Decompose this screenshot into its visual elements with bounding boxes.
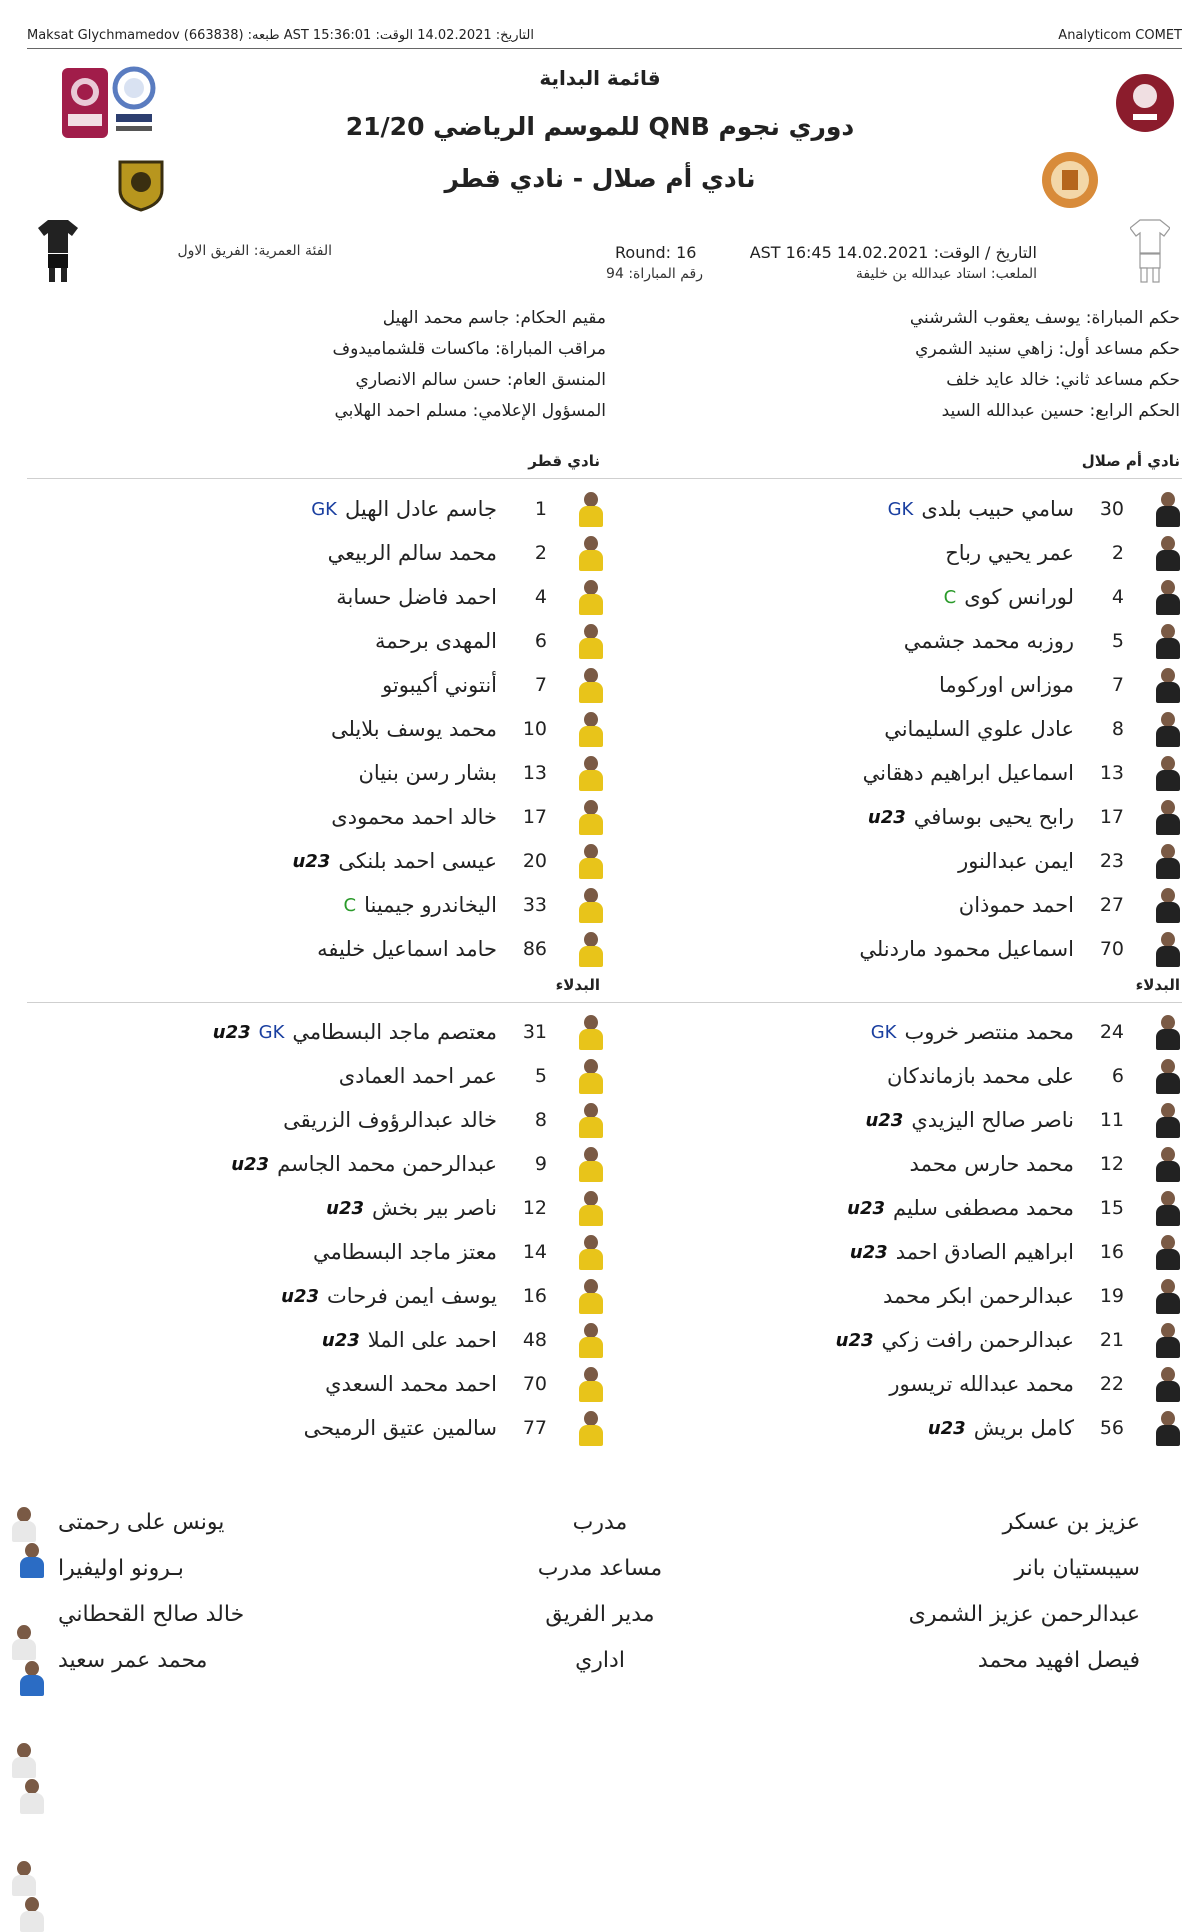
player-number: 10 (522, 718, 547, 740)
player-row (662, 841, 1182, 881)
player-photo-icon (1154, 623, 1182, 659)
player-photo-icon (577, 1278, 605, 1314)
player-number: 16 (522, 1285, 547, 1307)
player-photo-icon (577, 843, 605, 879)
player-number: 16 (1099, 1241, 1124, 1263)
player-photo-icon (1154, 579, 1182, 615)
player-photo-icon (1154, 1410, 1182, 1446)
u23-tag: u23 (847, 1197, 885, 1219)
u23-tag: u23 (835, 1329, 874, 1351)
player-number: 2 (1111, 542, 1124, 564)
player-name: ابراهيم الصادق احمد (895, 1240, 1074, 1264)
player-row (662, 621, 1182, 661)
player-row (662, 665, 1182, 705)
official-line: مقيم الحكام: جاسم محمد الهيل (382, 308, 606, 328)
player-photo-icon (1154, 931, 1182, 967)
player-row (662, 1144, 1182, 1184)
player-photo-icon (1154, 1190, 1182, 1226)
staff-role: مدرب (572, 1510, 628, 1535)
player-row (85, 1056, 605, 1096)
player-row (85, 841, 605, 881)
player-row (85, 1364, 605, 1404)
player-row (85, 489, 605, 529)
player-photo-icon (577, 931, 605, 967)
player-number: 19 (1099, 1285, 1124, 1307)
player-number: 70 (1099, 938, 1124, 960)
player-row (662, 489, 1182, 529)
staff-photo-icon (10, 1624, 38, 1660)
player-name: اسماعيل ابراهيم دهقاني (862, 761, 1074, 785)
player-number: 33 (522, 894, 547, 916)
player-number: 5 (1111, 630, 1124, 652)
player-row (662, 1320, 1182, 1360)
player-photo-icon (577, 535, 605, 571)
player-photo-icon (577, 1322, 605, 1358)
goalkeeper-tag: GK (258, 1021, 285, 1043)
player-photo-icon (577, 711, 605, 747)
player-photo-icon (1154, 535, 1182, 571)
player-photo-icon (1154, 1102, 1182, 1138)
stadium: الملعب: استاد عبدالله بن خليفة (855, 266, 1037, 282)
staff-role: مدير الفريق (545, 1602, 655, 1627)
player-number: 7 (1111, 674, 1124, 696)
player-name: لورانس كوى (964, 585, 1074, 609)
player-number: 70 (522, 1373, 547, 1395)
black-kit-icon (38, 218, 78, 284)
player-row (662, 1056, 1182, 1096)
player-name: المهدى برحمة (374, 629, 497, 653)
player-photo-icon (1154, 1014, 1182, 1050)
player-name: محمد سالم الربيعي (327, 541, 497, 565)
player-photo-icon (1154, 1146, 1182, 1182)
print-info: التاريخ: 14.02.2021 الوقت: AST 15:36:01 طبعه: Maksat Glychmamedov (663838) (27, 28, 534, 43)
player-row (85, 797, 605, 837)
player-number: 14 (522, 1241, 547, 1263)
player-row (662, 1100, 1182, 1140)
player-row (85, 1144, 605, 1184)
player-name: رابح يحيى بوسافي (913, 805, 1074, 829)
official-line: حكم المباراة: يوسف يعقوب الشرشني (909, 308, 1180, 328)
away-subs-header: البدلاء (555, 976, 600, 994)
player-number: 9 (534, 1153, 547, 1175)
u23-tag: u23 (281, 1285, 320, 1307)
player-number: 11 (1099, 1109, 1124, 1131)
staff-name: سيبستيان بانر (1014, 1556, 1140, 1581)
player-name: محمد حارس محمد (909, 1152, 1074, 1176)
player-name: محمد يوسف بلايلى (330, 717, 497, 741)
player-number: 12 (522, 1197, 547, 1219)
player-name: ناصر صالح اليزيدي (911, 1108, 1074, 1132)
u23-tag: u23 (292, 850, 331, 872)
white-kit-icon (1130, 218, 1170, 284)
official-line: مراقب المباراة: ماكسات قلشماميدوف (332, 339, 606, 359)
u23-tag: u23 (849, 1241, 888, 1263)
player-number: 23 (1099, 850, 1124, 872)
player-name: روزبه محمد جشمي (903, 629, 1074, 653)
player-row (85, 885, 605, 925)
player-photo-icon (577, 887, 605, 923)
player-row (662, 577, 1182, 617)
age-category: الفئة العمرية: الفريق الاول (177, 243, 332, 259)
u23-tag: u23 (231, 1153, 270, 1175)
goalkeeper-tag: GK (311, 498, 337, 520)
staff-name: خالد صالح القحطاني (58, 1602, 245, 1627)
player-name: حامد اسماعيل خليفه (317, 937, 497, 961)
staff-name: فيصل افهيد محمد (977, 1648, 1140, 1673)
player-name: اسماعيل محمود ماردنلي (859, 937, 1074, 961)
player-name: جاسم عادل الهيل (345, 497, 497, 521)
player-name: بشار رسن بنيان (358, 761, 497, 785)
player-name: عمر احمد العمادى (338, 1064, 497, 1088)
player-name: احمد محمد السعدي (325, 1372, 497, 1396)
player-number: 48 (522, 1329, 547, 1351)
player-number: 13 (522, 762, 547, 784)
player-name: على محمد بازماندكان (886, 1064, 1074, 1088)
staff-photo-icon (10, 1742, 38, 1778)
player-row (662, 709, 1182, 749)
official-line: حكم مساعد أول: زاهي سنيد الشمري (915, 339, 1180, 359)
player-photo-icon (577, 1190, 605, 1226)
player-row (662, 753, 1182, 793)
player-number: 5 (534, 1065, 547, 1087)
player-name: محمد مصطفى سليم (893, 1196, 1074, 1220)
player-row (662, 1188, 1182, 1228)
player-number: 1 (534, 498, 547, 520)
player-photo-icon (577, 491, 605, 527)
player-photo-icon (1154, 491, 1182, 527)
staff-photo-icon (10, 1506, 38, 1542)
staff-name: عزيز بن عسكر (1002, 1510, 1140, 1535)
player-photo-icon (577, 1102, 605, 1138)
player-number: 17 (522, 806, 547, 828)
goalkeeper-tag: GK (870, 1021, 897, 1043)
player-photo-icon (1154, 843, 1182, 879)
player-row (662, 1364, 1182, 1404)
staff-role: اداري (575, 1648, 625, 1673)
player-number: 56 (1099, 1417, 1124, 1439)
player-row (662, 1232, 1182, 1272)
player-row (85, 1232, 605, 1272)
player-number: 2 (534, 542, 547, 564)
player-row (85, 709, 605, 749)
player-row (662, 533, 1182, 573)
player-name: معتز ماجد البسطامي (313, 1240, 497, 1264)
away-team-header: نادي قطر (528, 452, 600, 470)
player-number: 31 (522, 1021, 547, 1043)
player-row (662, 797, 1182, 837)
player-number: 86 (522, 938, 547, 960)
player-name: ايمن عبدالنور (958, 849, 1074, 873)
player-name: يوسف ايمن فرحات (327, 1284, 497, 1308)
player-number: 30 (1099, 498, 1124, 520)
player-row (662, 1012, 1182, 1052)
app-name: Analyticom COMET (1058, 28, 1182, 43)
player-row (85, 1408, 605, 1448)
player-row (662, 885, 1182, 925)
player-photo-icon (577, 1058, 605, 1094)
player-name: عبدالرحمن رافت زكي (881, 1328, 1074, 1352)
player-number: 4 (1111, 586, 1124, 608)
player-number: 4 (534, 586, 547, 608)
player-number: 6 (1111, 1065, 1124, 1087)
player-name: موزاس اوركوما (939, 673, 1074, 697)
player-photo-icon (577, 579, 605, 615)
player-photo-icon (577, 1146, 605, 1182)
staff-name: يونس على رحمتى (58, 1510, 225, 1535)
player-name: خالد احمد محمودى (331, 805, 497, 829)
official-line: المنسق العام: حسن سالم الانصاري (355, 370, 606, 390)
player-name: معتصم ماجد البسطامي (292, 1020, 497, 1044)
staff-photo-icon (10, 1860, 38, 1896)
player-name: محمد عبدالله تريسور (889, 1372, 1074, 1396)
staff-name: عبدالرحمن عزيز الشمرى (908, 1602, 1140, 1627)
player-name: محمد منتصر خروب (904, 1020, 1074, 1044)
player-name: عيسى احمد بلنكى (338, 849, 497, 873)
player-number: 8 (534, 1109, 547, 1131)
player-name: عبدالرحمن محمد الجاسم (277, 1152, 497, 1176)
player-row (662, 1276, 1182, 1316)
staff-photo-icon (18, 1896, 46, 1932)
player-row (85, 1276, 605, 1316)
player-number: 12 (1099, 1153, 1124, 1175)
staff-name: محمد عمر سعيد (58, 1648, 208, 1673)
player-row (85, 929, 605, 969)
home-subs-header: البدلاء (1135, 976, 1180, 994)
player-row (85, 577, 605, 617)
home-team-header: نادي أم صلال (1081, 452, 1180, 470)
player-photo-icon (577, 623, 605, 659)
player-photo-icon (1154, 1322, 1182, 1358)
player-photo-icon (577, 1234, 605, 1270)
staff-role: مساعد مدرب (537, 1556, 663, 1581)
player-photo-icon (1154, 887, 1182, 923)
match-title: نادي أم صلال - نادي قطر (444, 164, 756, 193)
player-name: احمد حموذان (958, 893, 1074, 917)
player-photo-icon (577, 667, 605, 703)
player-photo-icon (577, 755, 605, 791)
player-number: 24 (1099, 1021, 1124, 1043)
start-list-title: قائمة البداية (539, 66, 661, 90)
player-number: 27 (1099, 894, 1124, 916)
player-photo-icon (1154, 755, 1182, 791)
player-number: 13 (1099, 762, 1124, 784)
player-name: عمر يحيي رباح (945, 541, 1074, 565)
player-row (662, 1408, 1182, 1448)
player-photo-icon (1154, 711, 1182, 747)
captain-tag: C (343, 894, 357, 916)
player-row (662, 929, 1182, 969)
player-photo-icon (1154, 667, 1182, 703)
player-name: اليخاندرو جيمينا (364, 893, 497, 917)
player-number: 15 (1099, 1197, 1124, 1219)
official-line: حكم مساعد ثاني: خالد عايد خلف (946, 370, 1180, 390)
u23-tag: u23 (212, 1021, 251, 1043)
u23-tag: u23 (867, 806, 906, 828)
player-name: سالمين عتيق الرميحى (303, 1416, 497, 1440)
staff-photo-icon (18, 1778, 46, 1814)
player-row (85, 1100, 605, 1140)
captain-tag: C (943, 586, 957, 608)
player-name: عادل علوي السليماني (884, 717, 1074, 741)
staff-name: بـرونو اوليفيرا (58, 1556, 184, 1581)
player-name: عبدالرحمن ابكر محمد (883, 1284, 1074, 1308)
round: Round: 16 (615, 243, 697, 262)
u23-tag: u23 (865, 1109, 904, 1131)
match-datetime: التاريخ / الوقت: 14.02.2021 AST 16:45 (749, 243, 1037, 262)
player-name: احمد على الملا (367, 1328, 497, 1352)
player-number: 22 (1099, 1373, 1124, 1395)
player-photo-icon (577, 1014, 605, 1050)
player-photo-icon (1154, 1278, 1182, 1314)
player-name: كامل بريش (973, 1416, 1074, 1440)
player-name: احمد فاضل حسابة (336, 585, 497, 609)
player-row (85, 1320, 605, 1360)
player-number: 17 (1099, 806, 1124, 828)
player-name: أنتوني أكيبوتو (382, 673, 497, 697)
official-line: المسؤول الإعلامي: مسلم احمد الهلابي (334, 401, 606, 421)
official-line: الحكم الرابع: حسين عبدالله السيد (941, 401, 1180, 421)
player-photo-icon (1154, 799, 1182, 835)
player-row (85, 1188, 605, 1228)
goalkeeper-tag: GK (887, 498, 914, 520)
player-row (85, 621, 605, 661)
u23-tag: u23 (927, 1417, 966, 1439)
print-header-bar (27, 26, 1182, 49)
player-photo-icon (577, 799, 605, 835)
u23-tag: u23 (326, 1197, 365, 1219)
league-title: دوري نجوم QNB للموسم الرياضي 21/20 (345, 112, 855, 141)
staff-photo-icon (18, 1542, 46, 1578)
player-photo-icon (1154, 1234, 1182, 1270)
player-number: 7 (534, 674, 547, 696)
starters-divider (27, 478, 1182, 479)
player-number: 6 (534, 630, 547, 652)
player-row (85, 533, 605, 573)
player-name: ناصر بير بخش (372, 1196, 497, 1220)
staff-photo-icon (18, 1660, 46, 1696)
player-row (85, 753, 605, 793)
player-number: 77 (522, 1417, 547, 1439)
player-photo-icon (577, 1410, 605, 1446)
player-number: 20 (522, 850, 547, 872)
player-photo-icon (1154, 1366, 1182, 1402)
subs-divider (27, 1002, 1182, 1003)
player-name: خالد عبدالرؤوف الزريقى (283, 1108, 497, 1132)
player-row (85, 1012, 605, 1052)
player-row (85, 665, 605, 705)
match-number: رقم المباراة: 94 (606, 266, 703, 282)
player-name: سامي حبيب بلدى (921, 497, 1074, 521)
player-photo-icon (1154, 1058, 1182, 1094)
player-number: 21 (1099, 1329, 1124, 1351)
player-photo-icon (577, 1366, 605, 1402)
player-number: 8 (1111, 718, 1124, 740)
u23-tag: u23 (321, 1329, 360, 1351)
